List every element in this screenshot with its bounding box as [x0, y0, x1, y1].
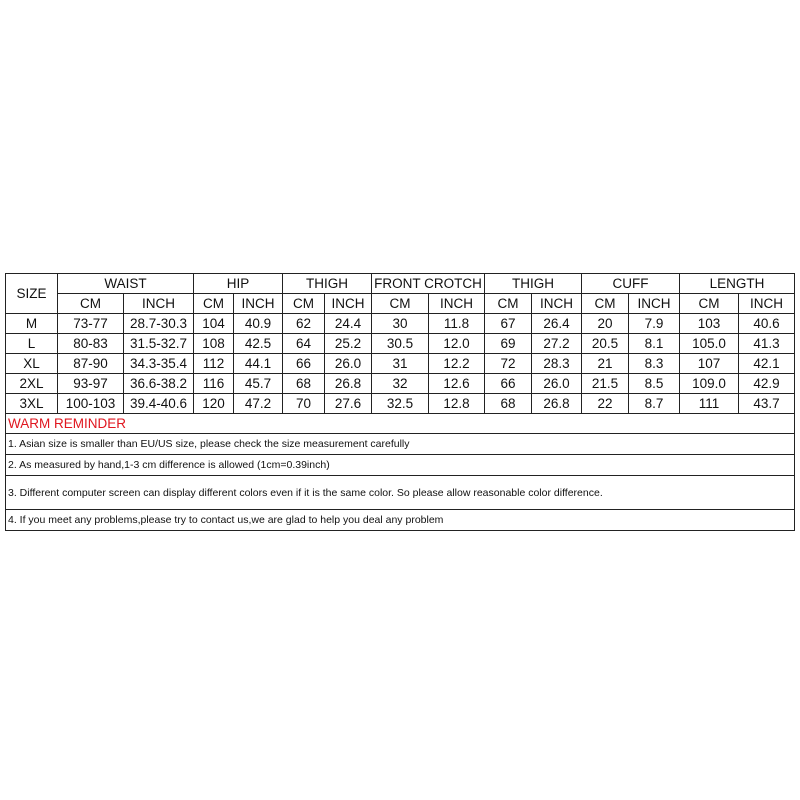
table-cell: 111 [680, 394, 739, 414]
table-cell: 21.5 [582, 374, 629, 394]
size-chart [5, 273, 795, 531]
table-cell: 42.5 [234, 334, 283, 354]
group-header-cuff: CUFF [582, 274, 680, 294]
reminder-note: 2. As measured by hand,1-3 cm difference is allowed (1cm=0.39inch) [6, 455, 794, 476]
table-cell: 30 [372, 314, 429, 334]
table-cell: 39.4-40.6 [124, 394, 194, 414]
table-cell: 32.5 [372, 394, 429, 414]
table-cell: 31.5-32.7 [124, 334, 194, 354]
size-cell: M [6, 314, 58, 334]
unit-header: CM [372, 294, 429, 314]
table-row [6, 374, 795, 394]
size-cell: L [6, 334, 58, 354]
unit-header: CM [680, 294, 739, 314]
unit-header: INCH [532, 294, 582, 314]
table-cell: 69 [485, 334, 532, 354]
unit-header: CM [194, 294, 234, 314]
reminder-note: 1. Asian size is smaller than EU/US size, please check the size measurement carefully [6, 434, 794, 455]
warm-reminder [5, 414, 795, 531]
table-cell: 12.0 [429, 334, 485, 354]
table-cell: 116 [194, 374, 234, 394]
table-cell: 40.9 [234, 314, 283, 334]
table-cell: 8.3 [629, 354, 680, 374]
reminder-note: 3. Different computer screen can display different colors even if it is the same color. So please allow reasonable color difference. [6, 476, 794, 510]
group-header-row [6, 274, 795, 294]
unit-header: CM [582, 294, 629, 314]
table-cell: 12.8 [429, 394, 485, 414]
table-cell: 41.3 [739, 334, 795, 354]
table-cell: 42.1 [739, 354, 795, 374]
table-cell: 70 [283, 394, 325, 414]
table-cell: 108 [194, 334, 234, 354]
table-cell: 32 [372, 374, 429, 394]
table-cell: 26.0 [532, 374, 582, 394]
table-cell: 62 [283, 314, 325, 334]
table-cell: 31 [372, 354, 429, 374]
table-cell: 28.7-30.3 [124, 314, 194, 334]
table-cell: 44.1 [234, 354, 283, 374]
table-cell: 66 [485, 374, 532, 394]
table-cell: 72 [485, 354, 532, 374]
unit-header: INCH [429, 294, 485, 314]
table-cell: 36.6-38.2 [124, 374, 194, 394]
table-cell: 27.6 [325, 394, 372, 414]
unit-header: INCH [124, 294, 194, 314]
table-cell: 8.5 [629, 374, 680, 394]
table-cell: 93-97 [58, 374, 124, 394]
unit-header: INCH [325, 294, 372, 314]
size-header: SIZE [6, 274, 58, 314]
unit-header: CM [485, 294, 532, 314]
table-cell: 120 [194, 394, 234, 414]
table-cell: 45.7 [234, 374, 283, 394]
table-cell: 103 [680, 314, 739, 334]
table-cell: 80-83 [58, 334, 124, 354]
table-cell: 66 [283, 354, 325, 374]
table-row [6, 354, 795, 374]
table-row [6, 394, 795, 414]
table-cell: 47.2 [234, 394, 283, 414]
table-cell: 24.4 [325, 314, 372, 334]
table-cell: 73-77 [58, 314, 124, 334]
unit-header: CM [283, 294, 325, 314]
table-cell: 43.7 [739, 394, 795, 414]
unit-header: CM [58, 294, 124, 314]
group-header-thigh: THIGH [283, 274, 372, 294]
table-cell: 21 [582, 354, 629, 374]
table-cell: 26.4 [532, 314, 582, 334]
table-cell: 107 [680, 354, 739, 374]
table-cell: 20 [582, 314, 629, 334]
table-cell: 12.6 [429, 374, 485, 394]
reminder-note: 4. If you meet any problems,please try to contact us,we are glad to help you deal any problem [8, 514, 444, 526]
size-table [5, 273, 795, 414]
table-cell: 26.8 [532, 394, 582, 414]
table-cell: 26.0 [325, 354, 372, 374]
table-cell: 42.9 [739, 374, 795, 394]
table-cell: 8.7 [629, 394, 680, 414]
table-cell: 100-103 [58, 394, 124, 414]
group-header-waist: WAIST [58, 274, 194, 294]
table-cell: 68 [485, 394, 532, 414]
table-cell: 27.2 [532, 334, 582, 354]
unit-header-row [6, 294, 795, 314]
unit-header: INCH [629, 294, 680, 314]
group-header-front-crotch: FRONT CROTCH [372, 274, 485, 294]
table-cell: 68 [283, 374, 325, 394]
warm-reminder-title: WARM REMINDER [6, 414, 794, 434]
table-cell: 22 [582, 394, 629, 414]
table-cell: 7.9 [629, 314, 680, 334]
table-cell: 28.3 [532, 354, 582, 374]
table-cell: 25.2 [325, 334, 372, 354]
table-cell: 11.8 [429, 314, 485, 334]
table-cell: 64 [283, 334, 325, 354]
size-cell: XL [6, 354, 58, 374]
size-cell: 3XL [6, 394, 58, 414]
table-cell: 40.6 [739, 314, 795, 334]
table-cell: 104 [194, 314, 234, 334]
table-cell: 67 [485, 314, 532, 334]
table-cell: 26.8 [325, 374, 372, 394]
unit-header: INCH [739, 294, 795, 314]
group-header-hip: HIP [194, 274, 283, 294]
table-cell: 87-90 [58, 354, 124, 374]
size-cell: 2XL [6, 374, 58, 394]
table-cell: 8.1 [629, 334, 680, 354]
table-row [6, 314, 795, 334]
unit-header: INCH [234, 294, 283, 314]
table-cell: 30.5 [372, 334, 429, 354]
table-row [6, 334, 795, 354]
table-cell: 109.0 [680, 374, 739, 394]
table-cell: 20.5 [582, 334, 629, 354]
table-cell: 112 [194, 354, 234, 374]
table-cell: 34.3-35.4 [124, 354, 194, 374]
table-cell: 105.0 [680, 334, 739, 354]
group-header-thigh-2: THIGH [485, 274, 582, 294]
group-header-length: LENGTH [680, 274, 795, 294]
size-table-body [6, 314, 795, 414]
table-cell: 12.2 [429, 354, 485, 374]
